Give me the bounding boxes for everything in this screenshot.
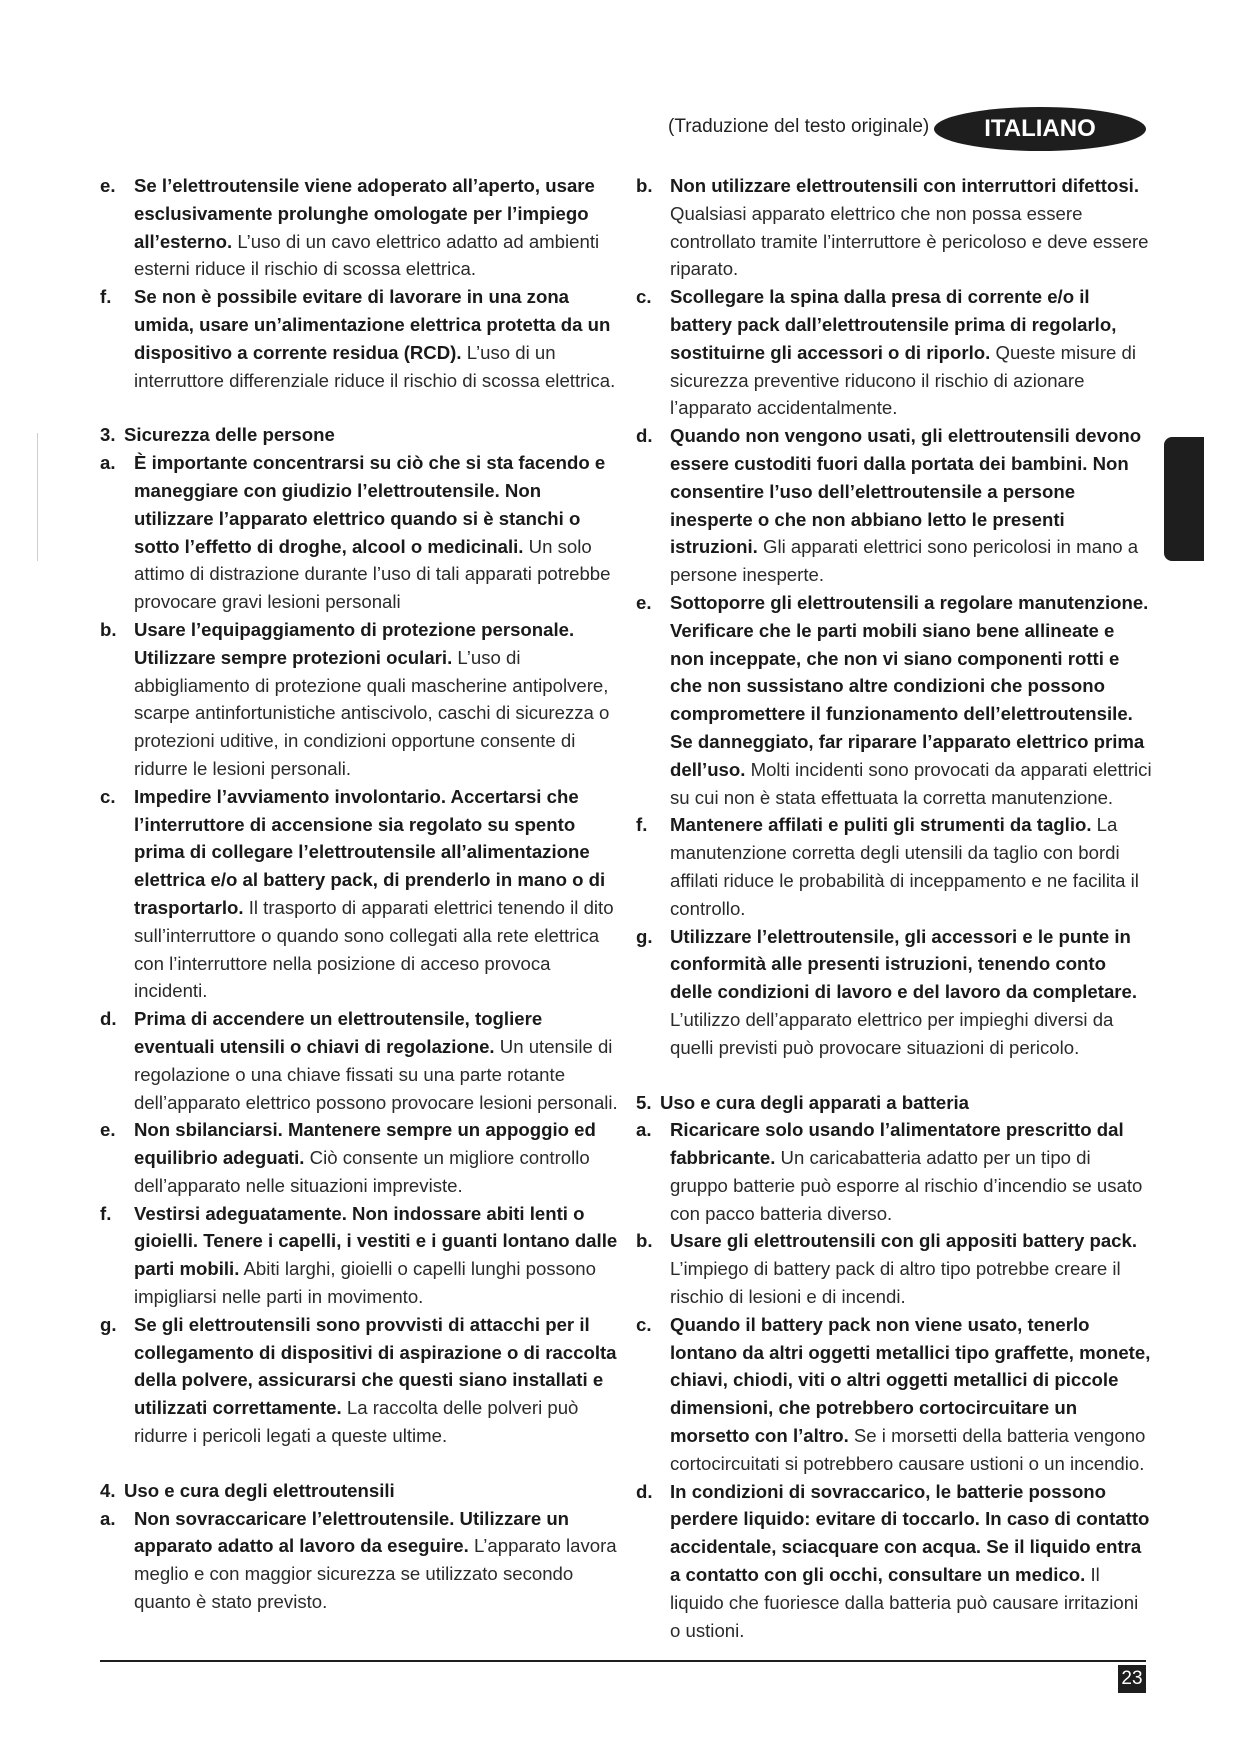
item-label: f. — [636, 814, 648, 836]
list-item — [634, 589, 1152, 811]
list-item — [98, 1116, 618, 1199]
item-label: e. — [100, 175, 116, 196]
list-item — [98, 783, 618, 1005]
item-heading: Se non è possibile evitare di lavorare in una zona umida, usare un’alimentazione elettrica protetta da un dispositivo a corrente residua (RCD). — [134, 286, 611, 363]
list-item — [98, 283, 618, 394]
item-heading: Utilizzare l’elettroutensile, gli accessori e le punte in conformità alle presenti istruzioni, tenendo conto delle condizioni di lavoro e del lavoro da completare. — [670, 925, 1138, 1003]
item-label: g. — [636, 925, 653, 947]
list-item — [98, 1005, 618, 1116]
item-label: a. — [100, 452, 116, 474]
item-label: b. — [636, 175, 653, 196]
item-text: Un utensile di regolazione o una chiave fissati su una parte rotante dell’apparato elettrico possono provocare lesioni personali. — [134, 1035, 618, 1113]
section-heading-5: 5. Uso e cura degli apparati a batteria — [636, 1091, 969, 1113]
item-label: d. — [100, 1008, 117, 1030]
item-label: b. — [636, 1230, 653, 1252]
item-text: Ciò consente un migliore controllo dell’apparato nelle situazioni impreviste. — [134, 1147, 590, 1196]
item-label: f. — [100, 1202, 112, 1224]
item-heading: Ricaricare solo usando l’alimentatore prescritto dal fabbricante. — [670, 1119, 1124, 1169]
list-item — [634, 422, 1152, 589]
list-item — [98, 1505, 618, 1616]
list-item — [634, 172, 1152, 283]
left-column — [98, 172, 618, 1616]
footer-rule — [100, 1660, 1146, 1662]
item-label: d. — [636, 425, 653, 447]
list-item — [98, 616, 618, 783]
item-text: La manutenzione corretta degli utensili da taglio con bordi affilati riduce le probabilità di inceppamento e ne facilita il controllo. — [670, 814, 1139, 919]
item-text: Un caricabatteria adatto per un tipo di gruppo batterie può esporre al rischio d’incendio se usato con pacco batteria diverso. — [670, 1147, 1143, 1224]
item-text: Un solo attimo di distrazione durante l’uso di tali apparati potrebbe provocare gravi lesioni personali — [134, 535, 611, 613]
item-text: L’impiego di battery pack di altro tipo potrebbe creare il rischio di lesioni e di incendi. — [670, 1258, 1121, 1308]
item-heading: Non sbilanciarsi. Mantenere sempre un appoggio ed equilibrio adeguati. — [134, 1119, 596, 1169]
right-column — [634, 172, 1152, 1644]
item-text: L’uso di un interruttore differenziale riduce il rischio di scossa elettrica. — [134, 341, 616, 391]
margin-mark — [37, 433, 38, 561]
list-item — [98, 1200, 618, 1311]
item-label: e. — [636, 591, 652, 613]
item-text: Molti incidenti sono provocati da apparati elettrici su cui non è stata effettuata la corretta manutenzione. — [670, 758, 1152, 808]
item-heading: Se l’elettroutensile viene adoperato all’aperto, usare esclusivamente prolunghe omologate per l’impiego all’esterno. — [134, 175, 595, 252]
item-label: a. — [636, 1119, 652, 1141]
list-item — [634, 1478, 1152, 1645]
item-label: a. — [100, 1507, 116, 1529]
section-side-tab — [1164, 437, 1204, 561]
item-text: Abiti larghi, gioielli o capelli lunghi possono impigliarsi nelle parti in movimento. — [134, 1258, 596, 1308]
item-heading: In condizioni di sovraccarico, le batterie possono perdere liquido: evitare di toccarlo. In caso di contatto accidentale, sciacquare con acqua. Se il liquido entra a contatto con gli occhi, consultare un medico. — [670, 1480, 1150, 1586]
page-number: 23 — [1118, 1665, 1146, 1693]
item-heading: Non sovraccaricare l’elettroutensile. Utilizzare un apparato adatto al lavoro da eseguire. — [134, 1507, 570, 1557]
item-heading: Impedire l’avviamento involontario. Accertarsi che l’interruttore di accensione sia regolato su spento prima di collegare l’elettroutensile all’alimentazione elettrica e/o al battery pack, di prenderlo in mano o di trasportarlo. — [134, 785, 606, 918]
list-item — [634, 923, 1152, 1062]
item-label: g. — [100, 1313, 117, 1335]
item-heading: Usare l’equipaggiamento di protezione personale. Utilizzare sempre protezioni oculari. — [134, 618, 575, 668]
item-label: c. — [636, 1313, 652, 1335]
section-heading-3: 3. Sicurezza delle persone — [100, 424, 335, 446]
item-label: f. — [100, 286, 112, 308]
item-text: L’utilizzo dell’apparato elettrico per impieghi diversi da quelli previsti può provocare situazioni di pericolo. — [670, 1008, 1114, 1058]
translation-note: (Traduzione del testo originale) — [668, 116, 930, 137]
item-text: Queste misure di sicurezza preventive riducono il rischio di azionare l’apparato accidentalmente. — [670, 341, 1137, 419]
list-item — [98, 172, 618, 283]
language-tab: ITALIANO — [934, 107, 1146, 151]
item-text: L’uso di abbigliamento di protezione quali mascherine antipolvere, scarpe antinfortunistiche antiscivolo, caschi di sicurezza o protezioni uditive, in condizioni opportune consente di ridurre le lesioni personali. — [134, 646, 610, 779]
item-label: c. — [100, 785, 116, 807]
item-heading: Sottoporre gli elettroutensili a regolare manutenzione. Verificare che le parti mobili siano bene allineate e non inceppate, che non vi siano componenti rotti e che non sussistano altre condizioni che possono compromettere il funzionamento dell’elettroutensile. Se danneggiato, far riparare l’apparato elettrico prima dell’uso. — [670, 591, 1149, 780]
list-item — [634, 811, 1152, 922]
list-item — [98, 449, 618, 616]
item-text: Il trasporto di apparati elettrici tenendo il dito sull’interruttore o quando sono collegati alla rete elettrica con l’interruttore nella posizione di acceso provoca incidenti. — [134, 896, 614, 1002]
item-text: Il liquido che fuoriesce dalla batteria può causare irritazioni o ustioni. — [670, 1564, 1139, 1641]
list-item — [634, 1227, 1152, 1310]
item-label: e. — [100, 1119, 116, 1141]
item-label: c. — [636, 286, 652, 308]
item-label: d. — [636, 1480, 653, 1502]
item-text: Gli apparati elettrici sono pericolosi in mano a persone inesperte. — [670, 536, 1139, 586]
item-heading: È importante concentrarsi su ciò che si sta facendo e maneggiare con giudizio l’elettroutensile. Non utilizzare l’apparato elettrico quando si è stanchi o sotto l’effetto di droghe, alcool o medicinali. — [134, 452, 606, 557]
item-heading: Se gli elettroutensili sono provvisti di attacchi per il collegamento di dispositivi di aspirazione o di raccolta della polvere, assicurarsi che questi siano installati e utilizzati correttamente. — [134, 1313, 617, 1419]
item-heading: Quando il battery pack non viene usato, tenerlo lontano da altri oggetti metallici tipo graffette, monete, chiavi, chiodi, viti o altri oggetti metallici di piccole dimensioni, che potrebbero cortocircuitare un morsetto con l’altro. — [670, 1313, 1151, 1447]
list-item — [634, 1116, 1152, 1227]
item-heading: Scollegare la spina dalla presa di corrente e/o il battery pack dall’elettroutensile prima di regolarlo, sostituirne gli accessori o di riporlo. — [670, 286, 1117, 363]
section-heading-4: 4. Uso e cura degli elettroutensili — [100, 1479, 395, 1501]
item-text: Qualsiasi apparato elettrico che non possa essere controllato tramite l’interruttore è pericoloso e deve essere riparato. — [670, 202, 1149, 280]
item-text: L’uso di un cavo elettrico adatto ad ambienti esterni riduce il rischio di scossa elettrica. — [134, 230, 600, 280]
item-heading: Vestirsi adeguatamente. Non indossare abiti lenti o gioielli. Tenere i capelli, i vestiti e i guanti lontano dalle parti mobili. — [134, 1202, 618, 1280]
item-text: Se i morsetti della batteria vengono cortocircuitati si potrebbero causare ustioni o un incendio. — [670, 1425, 1146, 1474]
list-item — [98, 1311, 618, 1450]
item-heading: Quando non vengono usati, gli elettroutensili devono essere custoditi fuori dalla portata dei bambini. Non consentire l’uso dell’elettroutensile a persone inesperte o che non abbiano letto le presenti istruzioni. — [670, 425, 1142, 558]
list-item — [634, 1311, 1152, 1478]
item-label: b. — [100, 618, 117, 640]
item-text: La raccolta delle polveri può ridurre i pericoli legati a queste ultime. — [134, 1397, 579, 1447]
item-heading: Mantenere affilati e puliti gli strumenti da taglio. — [670, 814, 1092, 836]
list-item — [634, 283, 1152, 422]
item-heading: Prima di accendere un elettroutensile, togliere eventuali utensili o chiavi di regolazione. — [134, 1008, 543, 1057]
item-heading: Usare gli elettroutensili con gli appositi battery pack. — [670, 1230, 1138, 1252]
item-text: L’apparato lavora meglio e con maggior sicurezza se utilizzato secondo quanto è stato previsto. — [134, 1535, 617, 1613]
item-heading: Non utilizzare elettroutensili con interruttori difettosi. — [670, 175, 1140, 196]
